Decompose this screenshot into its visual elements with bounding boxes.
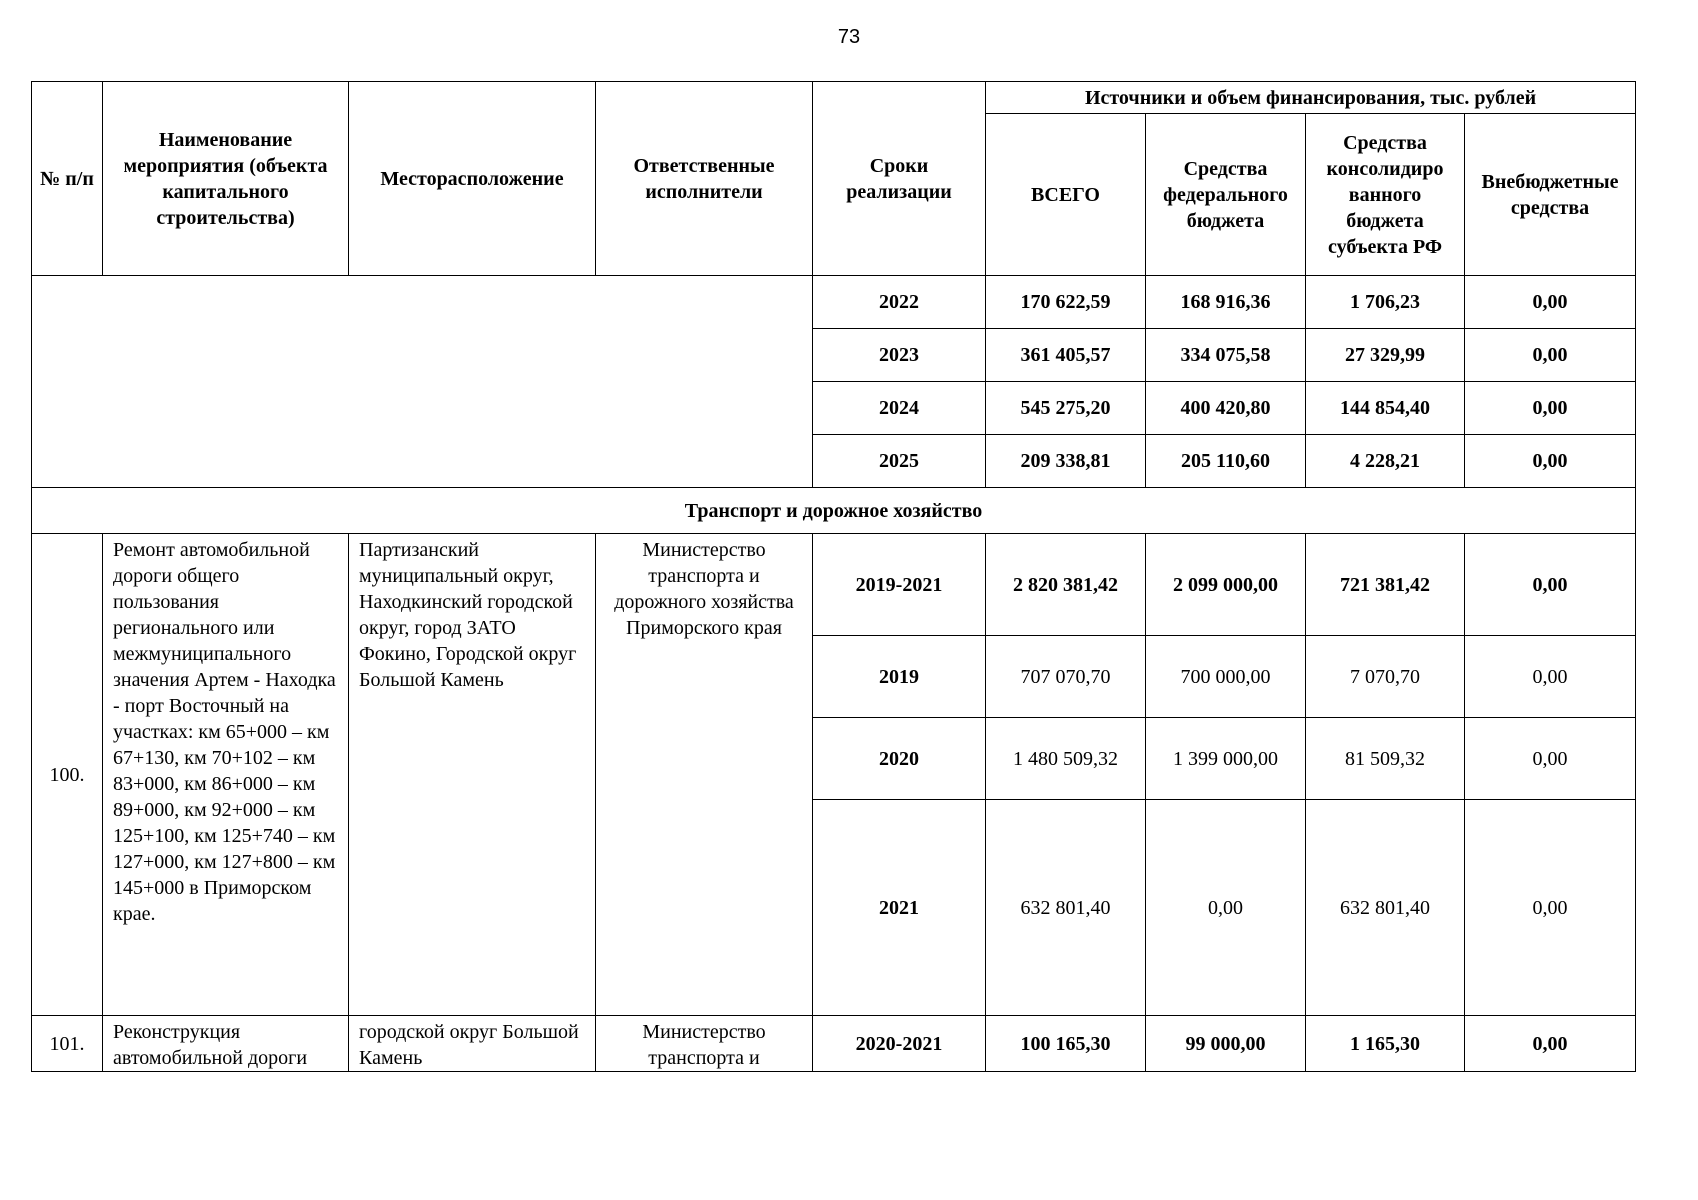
row-federal: 168 916,36: [1146, 276, 1306, 329]
row-extra: 0,00: [1465, 718, 1636, 800]
row-year: 2019: [813, 636, 986, 718]
row-year: 2022: [813, 276, 986, 329]
header-col-name: Наименование мероприятия (объекта капитального строительства): [103, 82, 349, 276]
row-regional: 4 228,21: [1306, 435, 1465, 488]
financing-table: [31, 81, 1636, 1072]
row-year: 2024: [813, 382, 986, 435]
item-location: Партизанский муниципальный округ, Находкинский городской округ, город ЗАТО Фокино, Городской округ Большой Камень: [349, 534, 596, 1016]
header-col-federal: Средства федерального бюджета: [1146, 114, 1306, 276]
row-year: 2025: [813, 435, 986, 488]
row-total: 545 275,20: [986, 382, 1146, 435]
row-total: 1 480 509,32: [986, 718, 1146, 800]
row-total: 361 405,57: [986, 329, 1146, 382]
row-federal: 400 420,80: [1146, 382, 1306, 435]
row-total: 632 801,40: [986, 800, 1146, 1016]
table-row: [32, 1016, 1636, 1072]
row-extra: 0,00: [1465, 636, 1636, 718]
item-number: 101.: [32, 1016, 103, 1072]
header-col-extra: Внебюджетные средства: [1465, 114, 1636, 276]
row-regional: 1 706,23: [1306, 276, 1465, 329]
row-total: 2 820 381,42: [986, 534, 1146, 636]
row-federal: 205 110,60: [1146, 435, 1306, 488]
row-regional: 7 070,70: [1306, 636, 1465, 718]
header-col-total: ВСЕГО: [986, 114, 1146, 276]
section-row: [32, 488, 1636, 534]
header-col-regional: Средства консолидиро ванного бюджета субъекта РФ: [1306, 114, 1465, 276]
row-regional: 1 165,30: [1306, 1016, 1465, 1072]
row-regional: 144 854,40: [1306, 382, 1465, 435]
row-federal: 2 099 000,00: [1146, 534, 1306, 636]
row-extra: 0,00: [1465, 534, 1636, 636]
row-regional: 721 381,42: [1306, 534, 1465, 636]
row-regional: 27 329,99: [1306, 329, 1465, 382]
item-location: городской округ Большой Камень: [349, 1016, 596, 1072]
row-extra: 0,00: [1465, 435, 1636, 488]
header-row-1: [32, 82, 1636, 114]
row-extra: 0,00: [1465, 1016, 1636, 1072]
row-year: 2020: [813, 718, 986, 800]
item-name: Ремонт автомобильной дороги общего пользования регионального или межмуниципального значения Артем - Находка - порт Восточный на участках: км 65+000 – км 67+130, км 70+102 – км 83+000, км 86+000 – км 89+000, км 92+000 – км 125+100, км 125+740 – км 127+000, км 127+800 – км 145+000 в Приморском крае.: [103, 534, 349, 1016]
section-title: Транспорт и дорожное хозяйство: [32, 488, 1636, 534]
table-row: [32, 276, 1636, 329]
row-regional: 632 801,40: [1306, 800, 1465, 1016]
row-extra: 0,00: [1465, 382, 1636, 435]
carryover-blank-cell: [32, 276, 813, 488]
row-extra: 0,00: [1465, 329, 1636, 382]
row-year: 2021: [813, 800, 986, 1016]
row-total: 209 338,81: [986, 435, 1146, 488]
row-federal: 0,00: [1146, 800, 1306, 1016]
header-financing-group: Источники и объем финансирования, тыс. рублей: [986, 82, 1636, 114]
row-extra: 0,00: [1465, 276, 1636, 329]
row-total: 100 165,30: [986, 1016, 1146, 1072]
page-number: 73: [837, 26, 861, 48]
row-year: 2019-2021: [813, 534, 986, 636]
row-federal: 1 399 000,00: [1146, 718, 1306, 800]
item-responsible: Министерство транспорта и: [596, 1016, 813, 1072]
row-extra: 0,00: [1465, 800, 1636, 1016]
header-col-no: № п/п: [32, 82, 103, 276]
item-number: 100.: [32, 534, 103, 1016]
row-federal: 700 000,00: [1146, 636, 1306, 718]
row-year: 2020-2021: [813, 1016, 986, 1072]
row-total: 707 070,70: [986, 636, 1146, 718]
header-col-location: Месторасположение: [349, 82, 596, 276]
row-year: 2023: [813, 329, 986, 382]
row-federal: 99 000,00: [1146, 1016, 1306, 1072]
header-col-period: Сроки реализации: [813, 82, 986, 276]
row-regional: 81 509,32: [1306, 718, 1465, 800]
table-row: [32, 534, 1636, 636]
row-federal: 334 075,58: [1146, 329, 1306, 382]
row-total: 170 622,59: [986, 276, 1146, 329]
item-responsible: Министерство транспорта и дорожного хозяйства Приморского края: [596, 534, 813, 1016]
header-col-responsible: Ответственные исполнители: [596, 82, 813, 276]
item-name: Реконструкция автомобильной дороги: [103, 1016, 349, 1072]
